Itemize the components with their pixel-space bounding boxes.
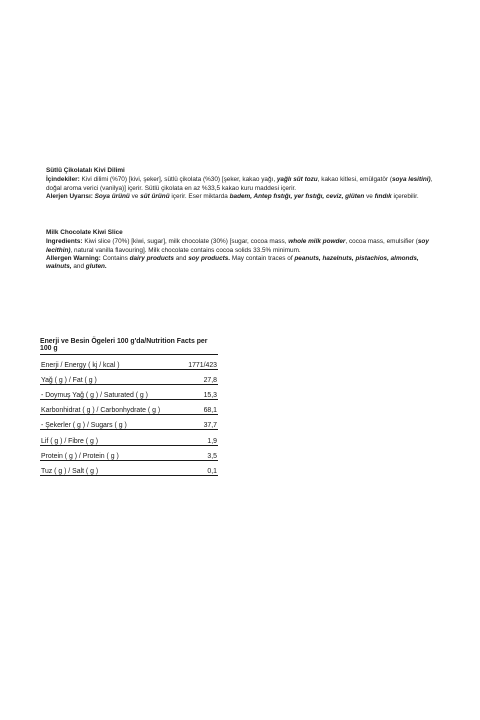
table-row [40,461,218,476]
nutrition-rows [40,355,218,476]
nutrient-value: 3,5 [207,452,217,460]
nutrient-name: Yağ ( g ) / Fat ( g ) [41,377,97,385]
table-row [40,430,218,445]
ingredients-tr [46,176,438,193]
text-run: içerir. Eser miktarda [169,192,230,200]
allergen-warning-tr [46,193,438,201]
text-run: Kiwi slice (70%) [kiwi, sugar], milk chocolate (30%) [sugar, cocoa mass, [84,238,289,246]
nutrition-table [40,338,218,476]
text-run: May contain traces of [230,254,295,262]
nutrient-name: Karbonhidrat ( g ) / Carbonhydrate ( g ) [41,407,161,415]
text-run: and [173,254,189,262]
text-run: , cocoa mass, emulsifier ( [345,238,418,246]
highlighted-allergen: dairy products [129,254,174,262]
nutrient-name: - Şekerler ( g ) / Sugars ( g ) [41,422,127,430]
nutrient-value: 15,3 [203,392,217,400]
nutrient-name: Tuz ( g ) / Salt ( g ) [41,467,99,475]
highlighted-allergen: soy products. [188,254,231,262]
highlighted-allergen: soya lesitini) [391,176,431,184]
nutrient-name: Protein ( g ) / Protein ( g ) [41,452,119,460]
nutrient-value: 1771/423 [188,362,217,370]
table-row [40,355,218,370]
text-run: , doğal aroma verici (vanilya)] içerir. Sütlü çikolata en az %33,5 kakao kuru maddesi içerir. [46,176,433,192]
nutrient-value: 0,1 [207,467,217,475]
highlighted-allergen: peanuts, hazelnuts, pistachios, almonds, walnuts, [46,254,419,271]
table-row [40,415,218,430]
nutrition-header: Enerji ve Besin Ögeleri 100 g'da/Nutrition Facts per 100 g [40,338,218,355]
highlighted-allergen: soy lecithin) [46,238,429,254]
section-label: Alerjen Uyarısı: [46,192,95,200]
table-row [40,400,218,415]
nutrient-name: - Doymuş Yağ ( g ) / Saturated ( g ) [41,392,148,400]
text-run: Kivi dilimi (%70) [kivi, şeker], sütlü çikolata (%30) [şeker, kakao yağı, [81,176,277,184]
ingredients-en [46,238,438,255]
product-title-tr: Sütlü Çikolatalı Kivi Dilimi [46,167,125,174]
text-run: ve [364,192,375,200]
highlighted-allergen: süt ürünü [140,192,170,200]
text-run: and [71,263,86,271]
nutrient-name: Lif ( g ) / Fibre ( g ) [41,437,99,445]
highlighted-allergen: gluten. [85,263,107,271]
table-row [40,385,218,400]
allergen-warning-en [46,255,438,272]
section-label: Ingredients: [46,238,85,246]
highlighted-allergen: badem, Antep fıstığı, yer fıstığı, ceviz, glüten [229,192,365,200]
section-label: Allergen Warning: [46,254,103,262]
highlighted-allergen: Soya ürünü [94,192,130,200]
english-label-block [46,229,438,271]
nutrient-value: 68,1 [203,407,217,415]
nutrient-value: 1,9 [207,437,217,445]
nutrient-name: Enerji / Energy ( kj / kcal ) [41,362,120,370]
text-run: , kakao kitlesi, emülgatör ( [317,176,392,184]
text-run: ve [129,192,141,200]
nutrient-value: 37,7 [203,422,217,430]
turkish-label-block [46,167,438,201]
table-row [40,446,218,461]
nutrient-value: 27,8 [203,377,217,385]
table-row [40,370,218,385]
product-title-en: Milk Chocolate Kiwi Slice [46,229,123,236]
highlighted-allergen: yağlı süt tozu [276,176,318,184]
section-label: İçindekiler: [46,176,82,184]
highlighted-allergen: whole milk powder [288,238,346,246]
text-run: Contains [102,254,130,262]
text-run: içerebilir. [391,192,419,200]
text-run: , natural vanilla flavouring]. Milk chocolate contains cocoa solids 33.5% minimum. [70,246,301,254]
highlighted-allergen: fındık [374,192,392,200]
